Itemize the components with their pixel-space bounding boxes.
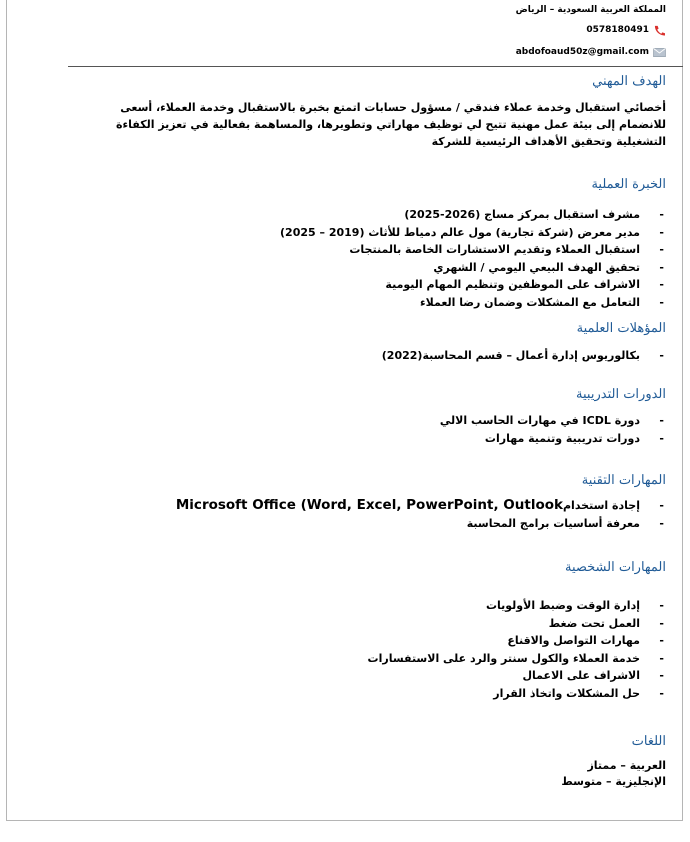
languages-heading: اللغات [631, 734, 666, 749]
technical-heading: المهارات التقنية [581, 473, 666, 488]
objective-heading: الهدف المهني [592, 74, 666, 89]
list-item: - استقبال العملاء وتقديم الاستشارات الخاصة بالمنتجات [280, 241, 666, 259]
list-item: - مهارات التواصل والاقناع [368, 632, 666, 650]
list-item: - حل المشكلات واتخاذ القرار [368, 685, 666, 703]
education-list [382, 347, 666, 365]
header-divider [68, 66, 683, 67]
language-item: الإنجليزية – متوسط [561, 775, 666, 788]
experience-list [280, 206, 666, 311]
list-item: - العمل تحت ضغط [368, 615, 666, 633]
education-heading: المؤهلات العلمية [576, 321, 666, 336]
list-item: - مدير معرض (شركة تجارية) مول عالم دمياط للأثاث (2019 – 2025) [280, 224, 666, 242]
courses-list [440, 412, 666, 447]
languages-list [561, 758, 666, 790]
phone-icon [653, 25, 666, 36]
phone-number: 0578180491 [586, 25, 649, 35]
location-line [516, 4, 666, 17]
courses-heading: الدورات التدريبية [576, 387, 666, 402]
technical-list [176, 497, 666, 532]
phone-line [516, 24, 666, 37]
list-item: - تحقيق الهدف البيعي اليومي / الشهري [280, 259, 666, 277]
list-item: - معرفة أساسيات برامج المحاسبة [176, 515, 666, 533]
language-item: العربية – ممتاز [587, 759, 666, 772]
location-text: المملكة العربية السعودية – الرياض [515, 5, 666, 15]
personal-heading: المهارات الشخصية [564, 560, 666, 575]
personal-list [368, 597, 666, 702]
list-item: - دورة ICDL في مهارات الحاسب الالي [440, 412, 666, 430]
mail-icon [653, 47, 666, 58]
list-item: - الاشراف على الاعمال [368, 667, 666, 685]
list-item: - التعامل مع المشكلات وضمان رضا العملاء [280, 294, 666, 312]
objective-text: أخصائي استقبال وخدمة عملاء فندقي / مسؤول حسابات اتمتع بخبرة بالاستقبال وخدمة العملاء، أسعى للانضمام إلى بيئة عمل مهنية تتيح لي توظيف مهاراتي وتطويرها، والمساهمة بفعالية في تعزيز الكفاءة التشغيلية وتحقيق الأهداف الرئيسية للشركة [116, 101, 666, 148]
list-item: - بكالوريوس إدارة أعمال – قسم المحاسبة(2022) [382, 347, 666, 365]
list-item [176, 497, 666, 515]
email-line [516, 46, 666, 59]
email-address: abdofoaud50z@gmail.com [515, 47, 649, 57]
list-item: - دورات تدريبية وتنمية مهارات [440, 430, 666, 448]
contact-block [516, 4, 666, 59]
list-item: - خدمة العملاء والكول سنتر والرد على الاستفسارات [368, 650, 666, 668]
list-item: - مشرف استقبال بمركز مساج (2026-2025) [280, 206, 666, 224]
list-item: - إدارة الوقت وضبط الأولويات [368, 597, 666, 615]
list-item: - الاشراف على الموظفين وتنظيم المهام اليومية [280, 276, 666, 294]
experience-heading: الخبرة العملية [591, 177, 666, 192]
tool-prefix: إجادة استخدام [563, 499, 640, 512]
tools-text: Microsoft Office (Word, Excel, PowerPoint, Outlook [175, 497, 563, 513]
